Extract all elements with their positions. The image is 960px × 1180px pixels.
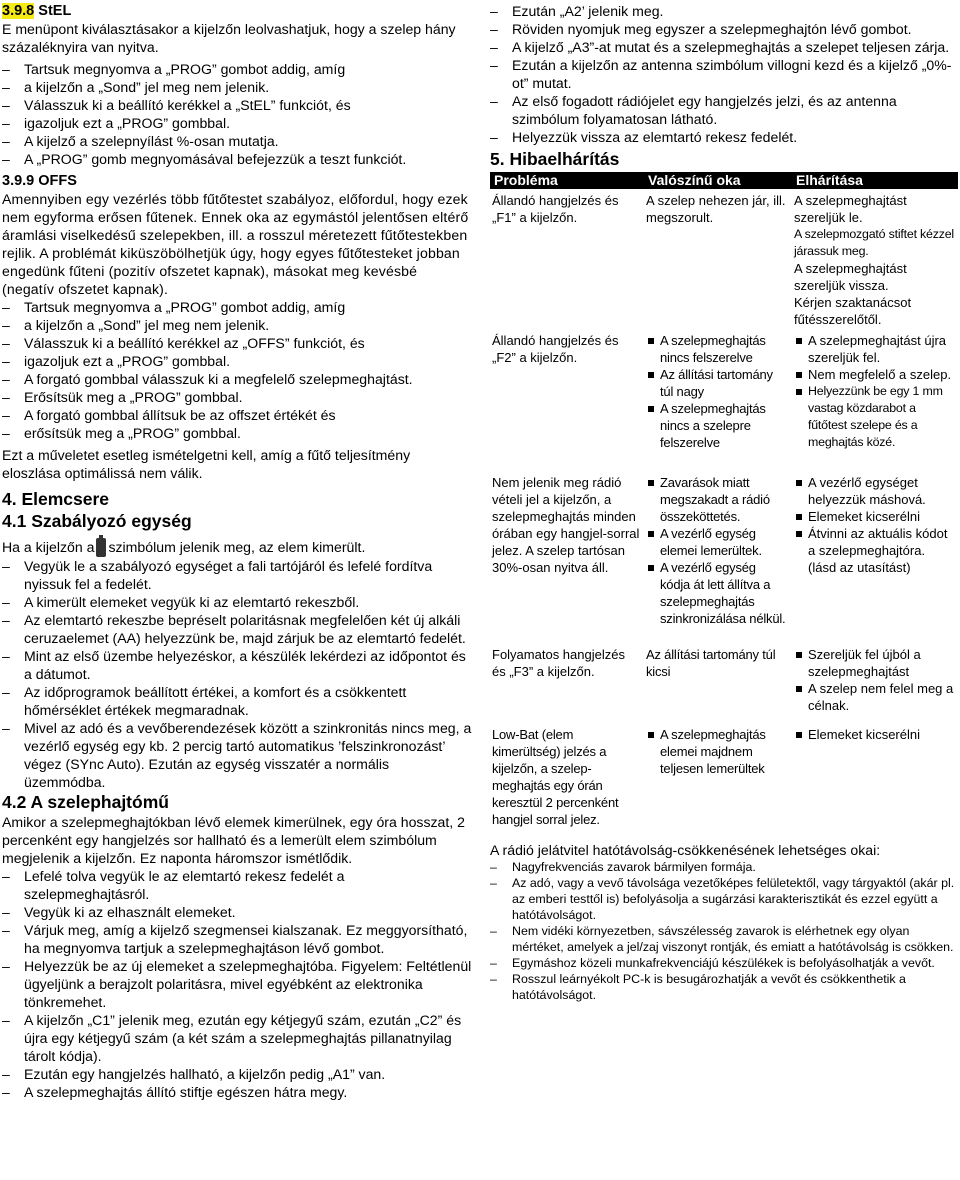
list-item: – Nem vidéki környezetben, sávszélesség zavarok is elérhetnek egy olyan mértéket, amelyek a jel/zaj viszonyt rontják, és emiatt a hatótávolság is csökken. [490, 923, 958, 955]
section-3-9-9-outro: Ezt a műveletet esetleg ismételgetni kell, amíg a fűtő teljesítmény eloszlása optimálissá nem válik. [2, 447, 411, 481]
fix-cell [792, 471, 958, 643]
section-title: StEL [38, 3, 72, 19]
fix-item: Átvinni az aktuális kódot a szelepmeghajtóra. (lásd az utasítást) [794, 525, 955, 576]
cause-cell [644, 471, 792, 643]
fix-item: A szelepmeghajtást újra szereljük fel. [794, 332, 955, 366]
list-item: – Tartsuk megnyomva a „PROG” gombot addig, amíg [2, 60, 472, 78]
table-row [490, 643, 958, 723]
cause-cell: Az állítási tartomány túl kicsi [646, 647, 776, 679]
list-item: – A kijelző a szelepnyílást %-osan mutatja. [2, 132, 472, 150]
list-item: – igazoljuk ezt a „PROG” gombbal. [2, 352, 472, 370]
cause-item: Zavarások miatt megszakadt a rádió összeköttetés. [646, 474, 789, 525]
list-item: – Egymáshoz közeli munkafrekvenciájú készülékek is befolyásolhatják a vevőt. [490, 955, 958, 971]
fix-item: Nem megfelelő a szelep. [794, 366, 955, 383]
list-item: – A kijelző „A3”-at mutat és a szelepmeghajtás a szelepet teljesen zárja. [490, 38, 958, 56]
table-header-row [490, 172, 958, 189]
list-item: – Az elemtartó rekeszbe bepréselt polaritásnak megfelelően két új alkáli ceruzaelemet (AA) helyezzünk be, majd zárjuk be az elemtartó fedelét. [2, 611, 472, 647]
list-item: – A forgató gombbal állítsuk be az offszet értékét és [2, 406, 472, 424]
list-item: – A „PROG” gomb megnyomásával befejezzük a teszt funkciót. [2, 150, 472, 168]
cause-item: A vezérlő egység kódja át lett állítva a szelepmeghajtás szinkronizálása nélkül. [646, 559, 789, 627]
left-column [2, 0, 472, 1101]
fix-item: Helyezzünk be egy 1 mm vastag közdarabot a fűtőtest szelepe és a meghajtás közé. [794, 383, 955, 451]
fix-line: Kérjen szaktanácsot fűtésszerelőtől. [794, 295, 912, 327]
list-item: – A kimerült elemeket vegyük ki az elemtartó rekeszből. [2, 593, 472, 611]
fix-cell [792, 723, 958, 835]
list-item: – igazoljuk ezt a „PROG” gombbal. [2, 114, 472, 132]
fix-cell [792, 329, 958, 471]
list-item: – a kijelzőn a „Sond” jel meg nem jelenik. [2, 316, 472, 334]
section-4-1-steps [2, 557, 472, 791]
cause-cell [644, 329, 792, 471]
troubleshooting-table [490, 172, 958, 835]
cause-item: A vezérlő egység elemei lemerültek. [646, 525, 789, 559]
list-item: – A kijelzőn „C1” jelenik meg, ezután egy kétjegyű szám, ezután „C2” és újra egy kétjegyű szám (a két szám a szelepmeghajtás pillanatnyilag tárolt kódja). [2, 1011, 472, 1065]
battery-change-continued-steps [490, 2, 958, 146]
cause-item: Az állítási tartomány túl nagy [646, 366, 789, 400]
table-row [490, 189, 958, 329]
list-item: – Röviden nyomjuk meg egyszer a szelepmeghajtón lévő gombot. [490, 20, 958, 38]
list-item: – Lefelé tolva vegyük le az elemtartó rekesz fedelét a szelepmeghajtásról. [2, 867, 472, 903]
intro-part-b: A problémát kiküszöbölhetjük úgy, hogy egyes fűtőtesteket jobban engedünk fűteni (pozitív ofszetet kapnak), másokat meg kevésbé (negatív ofszetet kapnak). [2, 245, 460, 297]
battery-empty-icon [96, 538, 106, 557]
list-item: – Mivel az adó és a vevőberendezések között a szinkronitás nincs meg, a vezérlő egység egy kb. 2 percig tartó automatikus ’felszinkronozást’ végez (SYnc Auto). Ezután az egység visszatér a normális üzemmódba. [2, 719, 472, 791]
section-3-9-9-intro [2, 190, 472, 298]
fix-line: A szelepmozgató stiftet kézzel járassuk meg. [794, 227, 954, 258]
list-item: – Válasszuk ki a beállító kerékkel az „OFFS” funkciót, és [2, 334, 472, 352]
section-3-9-9-steps [2, 298, 472, 442]
list-item: – Vegyük ki az elhasznált elemeket. [2, 903, 472, 921]
list-item: – Mint az első üzembe helyezéskor, a készülék lekérdezi az időpontot és a dátumot. [2, 647, 472, 683]
list-item: – Rosszul leárnyékolt PC-k is besugározhatják a vevőt és csökkenthetik a hatótávolságot. [490, 971, 958, 1003]
fix-line: A szelepmeghajtást szereljük vissza. [794, 261, 907, 293]
list-item: – Helyezzük be az új elemeket a szelepmeghajtóba. Figyelem: Feltétlenül ügyeljünk a berajzolt polaritásra, mivel egyébként az elektronika tönkremehet. [2, 957, 472, 1011]
problem-cell: Állandó hangjelzés és „F1” a kijelzőn. [492, 193, 619, 225]
cause-cell: A szelep nehezen jár, ill. megszorult. [646, 193, 786, 225]
section-3-9-8-heading [2, 2, 472, 20]
list-item: – erősítsük meg a „PROG” gombbal. [2, 424, 472, 442]
fix-item: Elemeket kicserélni [794, 726, 955, 743]
list-item: – Nagyfrekvenciás zavarok bármilyen formája. [490, 859, 958, 875]
problem-cell: Folyamatos hangjelzés és „F3” a kijelzőn. [492, 647, 625, 679]
list-item: – Az első fogadott rádiójelet egy hangjelzés jelzi, és az antenna szimbólum folyamatosan látható. [490, 92, 958, 128]
list-item: – Tartsuk megnyomva a „PROG” gombot addig, amíg [2, 298, 472, 316]
problem-cell: Low-Bat (elem kimerültség) jelzés a kijelzőn, a szelep-meghajtás egy órán keresztül 2 percenként hangjel sorral jelez. [492, 727, 619, 827]
list-item: – Várjuk meg, amíg a kijelző szegmensei kialszanak. Ez meggyorsítható, ha megnyomva tartjuk a szelepmeghajtáson lévő gombot. [2, 921, 472, 957]
list-item: – Erősítsük meg a „PROG” gombbal. [2, 388, 472, 406]
table-row [490, 471, 958, 643]
list-item: – Ezután a kijelzőn az antenna szimbólum villogni kezd és a kijelző „0%-ot” mutat. [490, 56, 958, 92]
cause-item: A szelepmeghajtás nincs felszerelve [646, 332, 789, 366]
list-item: – A forgató gombbal válasszuk ki a megfelelő szelepmeghajtást. [2, 370, 472, 388]
problem-cell: Állandó hangjelzés és „F2” a kijelzőn. [492, 333, 619, 365]
list-item: – Helyezzük vissza az elemtartó rekesz fedelét. [490, 128, 958, 146]
radio-range-causes [490, 859, 958, 1003]
list-item: – Az időprogramok beállított értékei, a komfort és a csökkentett hőmérséklet értékek megmaradnak. [2, 683, 472, 719]
section-number-highlight: 3.9.8 [2, 3, 35, 19]
list-item: – Ezután egy hangjelzés hallható, a kijelzőn pedig „A1” van. [2, 1065, 472, 1083]
list-item: – a kijelzőn a „Sond” jel meg nem jelenik. [2, 78, 472, 96]
section-4-1-intro [2, 538, 472, 557]
section-4-2-heading: 4.2 A szelephajtómű [2, 792, 169, 812]
list-item: – Vegyük le a szabályozó egységet a fali tartójáról és lefelé fordítva nyissuk fel a fedelét. [2, 557, 472, 593]
right-column [490, 0, 958, 1003]
section-3-9-8-intro: E menüpont kiválasztásakor a kijelzőn leolvashatjuk, hogy a szelep hány százaléknyira van nyitva. [2, 21, 456, 55]
intro-text-a: Ha a kijelzőn a [2, 539, 95, 555]
fix-item: Szereljük fel újból a szelepmeghajtást [794, 646, 955, 680]
section-3-9-9-heading: 3.9.9 OFFS [2, 173, 77, 189]
radio-range-intro: A rádió jelátvitel hatótávolság-csökkenésének lehetséges okai: [490, 842, 881, 858]
fix-item: A szelep nem felel meg a célnak. [794, 680, 955, 714]
intro-text-b: szimbólum jelenik meg, az elem kimerült. [108, 539, 366, 555]
section-4-1-heading: 4.1 Szabályozó egység [2, 511, 192, 531]
section-4-2-steps [2, 867, 472, 1101]
section-4-2-intro: Amikor a szelepmeghajtókban lévő elemek kimerülnek, egy óra hosszat, 2 percenként egy hangjelzés sor hallható és a lemerült elem szimbólum megjelenik a kijelzőn. Ez naponta háromszor ismétlődik. [2, 814, 465, 866]
fix-item: Elemeket kicserélni [794, 508, 955, 525]
fix-item: A vezérlő egységet helyezzük máshová. [794, 474, 955, 508]
fix-cell [792, 189, 958, 329]
problem-cell: Nem jelenik meg rádió vételi jel a kijelzőn, a szelepmeghajtás minden órában egy hangjel-sorral jelez. A szelep tartósan 30%-osan nyitva áll. [492, 475, 640, 575]
fix-cell [792, 643, 958, 723]
cause-cell [644, 723, 792, 835]
section-3-9-8-steps [2, 60, 472, 168]
list-item: – Az adó, vagy a vevő távolsága vezetőképes felületektől, vagy tárgyaktól (akár pl. az emberi testtől is) befolyásolja a sugárzási karakterisztikát és ezzel együtt a hatótávolságot. [490, 875, 958, 923]
fix-line: A szelepmeghajtást szereljük le. [794, 193, 907, 225]
column-header-fix: Elhárítása [792, 172, 958, 189]
column-header-cause: Valószínű oka [644, 172, 792, 189]
list-item: – A szelepmeghajtás állító stiftje egészen hátra megy. [2, 1083, 472, 1101]
cause-item: A szelepmeghajtás elemei majdnem teljesen lemerültek [646, 726, 789, 777]
list-item: – Ezután „A2’ jelenik meg. [490, 2, 958, 20]
list-item: – Válasszuk ki a beállító kerékkel a „StEL” funkciót, és [2, 96, 472, 114]
cause-item: A szelepmeghajtás nincs a szelepre felszerelve [646, 400, 789, 451]
section-5-heading: 5. Hibaelhárítás [490, 149, 620, 169]
table-row [490, 723, 958, 835]
section-4-heading: 4. Elemcsere [2, 489, 110, 509]
intro-part-a: Amennyiben egy vezérlés több fűtőtestet szabályoz, előfordul, hogy ezek nem egyforma erősen fűtenek. Ennek oka az egymástól jelentősen eltérő áramlási viselkedésű szelepekben, ill. a rosszul méretezett fűtőtestekben rejlik. [2, 191, 469, 261]
table-row [490, 329, 958, 471]
column-header-problem: Probléma [490, 172, 644, 189]
